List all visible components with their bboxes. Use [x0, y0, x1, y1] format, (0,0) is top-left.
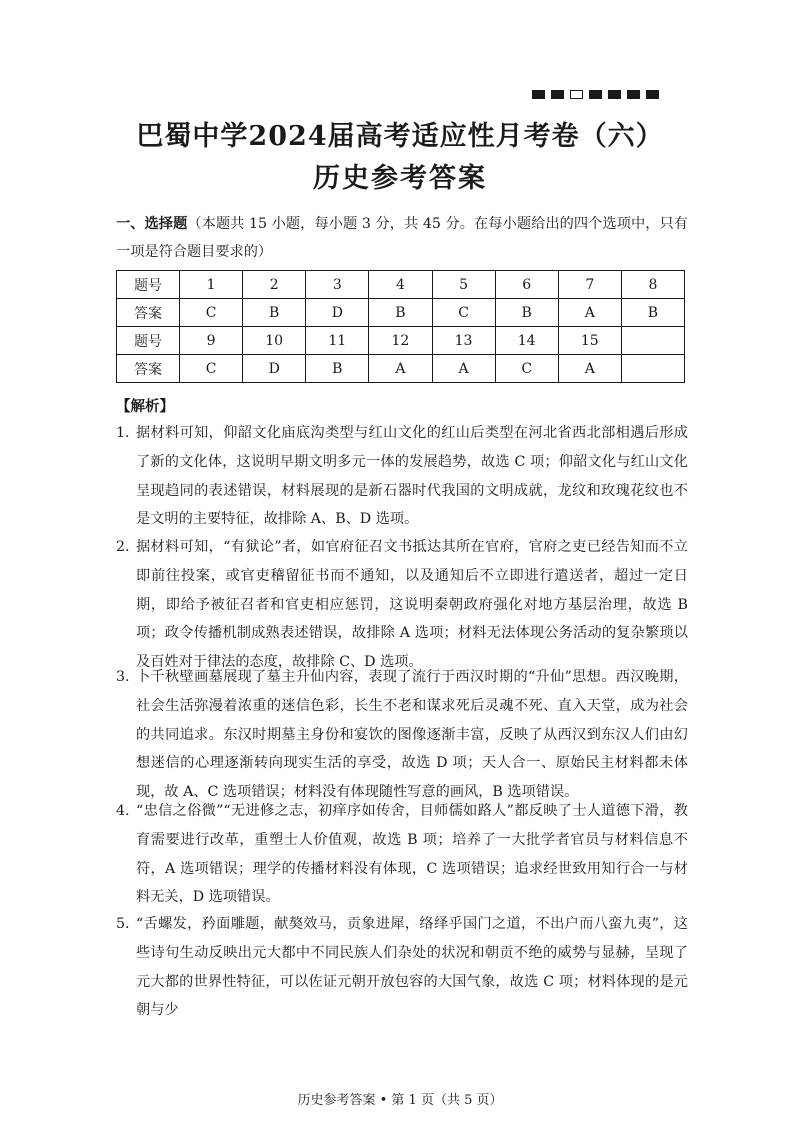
- table-row: [117, 299, 685, 327]
- table-cell: 6: [495, 271, 558, 299]
- table-cell: 11: [306, 327, 369, 355]
- table-cell: 答案: [117, 299, 180, 327]
- analysis-item-5: [116, 910, 688, 1019]
- table-cell: 14: [495, 327, 558, 355]
- mark-filled: [551, 90, 564, 99]
- section-intro: [116, 210, 688, 266]
- table-cell: 15: [558, 327, 621, 355]
- section-heading: 一、选择题: [116, 216, 188, 232]
- item-text: 据材料可知，仰韶文化庙底沟类型与红山文化的红山后类型在河北省西北部相遇后形成了新的文化体，这说明早期文明多元一体的发展趋势，故选 C 项；仰韶文化与红山文化呈现趋同的表述错误，材料展现的是新石器时代我国的文明成就，龙纹和玫瑰花纹也不是文明的主要特征，故排除 A、B、D 选项。: [136, 425, 688, 528]
- mark-filled: [589, 90, 602, 99]
- answer-title: 历史参考答案: [313, 163, 487, 194]
- item-text: 据材料可知，“有狱论”者，如官府征召文书抵达其所在官府，官府之吏已经告知而不立即前往投案，或官吏稽留征书而不通知，以及通知后不立即进行遣送者，超过一定日期，即给予被征召者和官吏相应惩罚，这说明秦朝政府强化对地方基层治理，故选 B 项；政令传播机制成熟表述错误，故排除 A 选项；材料无法体现公务活动的复杂繁琐以及百姓对于律法的态度，故排除 C、D 选项。: [136, 539, 688, 671]
- analysis-item-2: [116, 533, 688, 671]
- table-cell: 答案: [117, 355, 180, 383]
- page-footer: 历史参考答案 • 第 1 页（共 5 页）: [297, 1093, 503, 1108]
- analysis-item-4: [116, 797, 688, 906]
- table-cell: D: [243, 355, 306, 383]
- table-row: [117, 327, 685, 355]
- table-cell: 1: [180, 271, 243, 299]
- table-cell: B: [369, 299, 432, 327]
- table-cell: 7: [558, 271, 621, 299]
- mark-filled: [627, 90, 640, 99]
- table-cell: A: [558, 355, 621, 383]
- table-cell: [621, 327, 684, 355]
- table-cell: B: [243, 299, 306, 327]
- analysis-item-3: [116, 663, 688, 801]
- mark-filled: [608, 90, 621, 99]
- table-cell: B: [306, 355, 369, 383]
- mark-filled: [646, 90, 659, 99]
- analysis-item-1: [116, 419, 688, 528]
- table-cell: D: [306, 299, 369, 327]
- table-cell: 13: [432, 327, 495, 355]
- table-row: [117, 271, 685, 299]
- analysis-heading: 【解析】: [116, 398, 174, 415]
- table-cell: C: [495, 355, 558, 383]
- section-description: （本题共 15 小题，每小题 3 分，共 45 分。在每小题给出的四个选项中，只有一项是符合题目要求的）: [116, 216, 688, 260]
- table-cell: 12: [369, 327, 432, 355]
- table-cell: 题号: [117, 271, 180, 299]
- table-cell: A: [369, 355, 432, 383]
- table-cell: C: [180, 355, 243, 383]
- item-number: 1.: [116, 425, 130, 441]
- table-cell: A: [558, 299, 621, 327]
- table-cell: [621, 355, 684, 383]
- table-cell: 8: [621, 271, 684, 299]
- table-cell: 10: [243, 327, 306, 355]
- mark-filled: [532, 90, 545, 99]
- table-row: [117, 355, 685, 383]
- item-text: “忠信之俗微”“无进修之志，初痒序如传舍，目师儒如路人”都反映了士人道德下滑，教育需要进行改革，重塑士人价值观，故选 B 项；培养了一大批学者官员与材料信息不符，A 选项错误；理学的传播材料没有体现，C 选项错误；追求经世致用知行合一与材料无关，D 选项错误。: [136, 803, 688, 906]
- table-cell: 5: [432, 271, 495, 299]
- table-cell: B: [495, 299, 558, 327]
- table-cell: 9: [180, 327, 243, 355]
- table-cell: A: [432, 355, 495, 383]
- item-number: 4.: [116, 803, 130, 819]
- item-number: 3.: [116, 669, 130, 685]
- item-text: “舌螺发，矜面雕题，献獒效马，贡象进犀，络绎乎国门之道，不出户而八蛮九夷”，这些诗句生动反映出元大都中不同民族人们杂处的状况和朝贡不绝的威势与显赫，呈现了元大都的世界性特征，可以佐证元朝开放包容的大国气象，故选 C 项；材料体现的是元朝与少: [136, 916, 688, 1019]
- table-cell: 4: [369, 271, 432, 299]
- table-cell: 3: [306, 271, 369, 299]
- table-cell: 题号: [117, 327, 180, 355]
- item-number: 2.: [116, 539, 130, 555]
- item-text: 卜千秋壁画墓展现了墓主升仙内容，表现了流行于西汉时期的“升仙”思想。西汉晚期，社会生活弥漫着浓重的迷信色彩，长生不老和谋求死后灵魂不死、直入天堂，成为社会的共同追求。东汉时期墓主身份和宴饮的图像逐渐丰富，反映了从西汉到东汉人们由幻想迷信的心理逐渐转向现实生活的享受，故选 D 项；天人合一、原始民主材料都未体现，故 A、C 选项错误；材料没有体现随性写意的画风，B 选项错误。: [136, 669, 688, 801]
- table-cell: 2: [243, 271, 306, 299]
- table-cell: C: [432, 299, 495, 327]
- table-cell: C: [180, 299, 243, 327]
- table-cell: B: [621, 299, 684, 327]
- exam-title: 巴蜀中学2024届高考适应性月考卷（六）: [136, 121, 664, 152]
- mark-empty: [570, 90, 583, 99]
- item-number: 5.: [116, 916, 130, 932]
- binding-marks: [532, 90, 659, 99]
- answer-table: [116, 270, 685, 383]
